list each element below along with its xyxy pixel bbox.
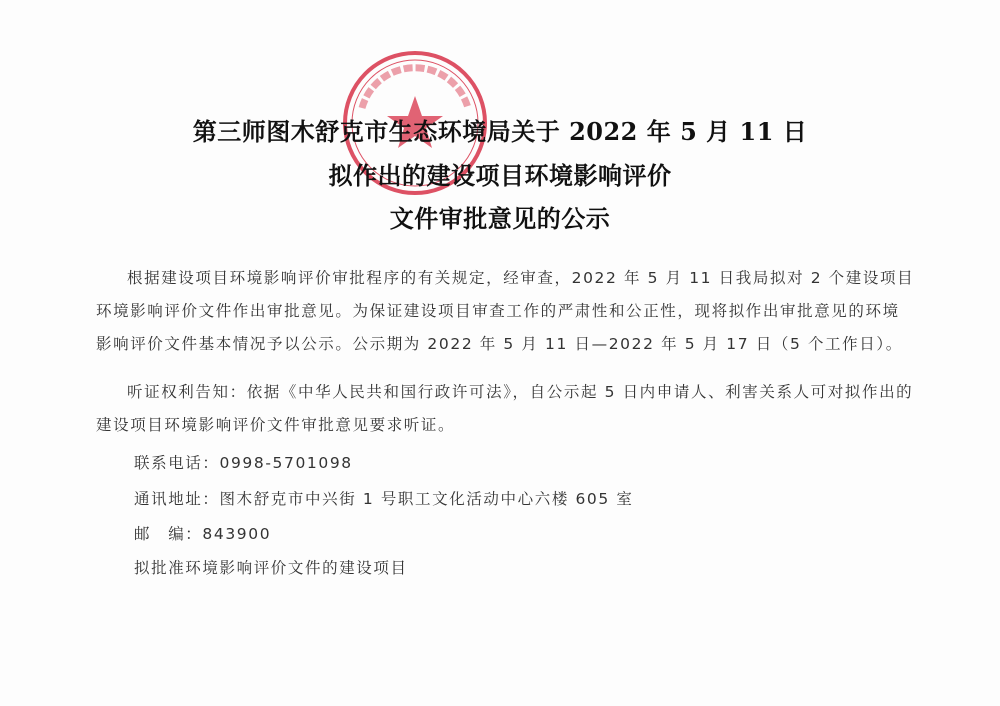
hearing-notice-text: 听证权利告知：依据《中华人民共和国行政许可法》，自公示起 5 日内申请人、利害关系人可对拟作出的建设项目环境影响评价文件审批意见要求听证。 [96,383,914,434]
title-line-2: 拟作出的建设项目环境影响评价 [328,161,672,190]
body-paragraph-2 [96,376,916,442]
title-line-3: 文件审批意见的公示 [389,204,611,233]
contact-address: 通讯地址：图木舒克市中兴街 1 号职工文化活动中心六楼 605 室 [134,490,634,508]
paragraph-text: 根据建设项目环境影响评价审批程序的有关规定，经审查，2022 年 5 月 11 日我局拟对 2 个建设项目环境影响评价文件作出审批意见。为保证建设项目审查工作的严肃性和公正性，现将拟作出审批意见的环境影响评价文件基本情况予以公示。公示期为 2022 年 5 月 11 日—2022 年 5 月 17 日（5 个工作日）。 [96,269,915,353]
project-list-heading: 拟批准环境影响评价文件的建设项目 [134,559,408,577]
contact-phone: 联系电话：0998-5701098 [134,454,353,472]
postcode: 邮 编：843900 [134,525,272,543]
title-line-1: 第三师图木舒克市生态环境局关于 2022 年 5 月 11 日 [192,117,808,146]
body-paragraph-1 [96,262,916,361]
